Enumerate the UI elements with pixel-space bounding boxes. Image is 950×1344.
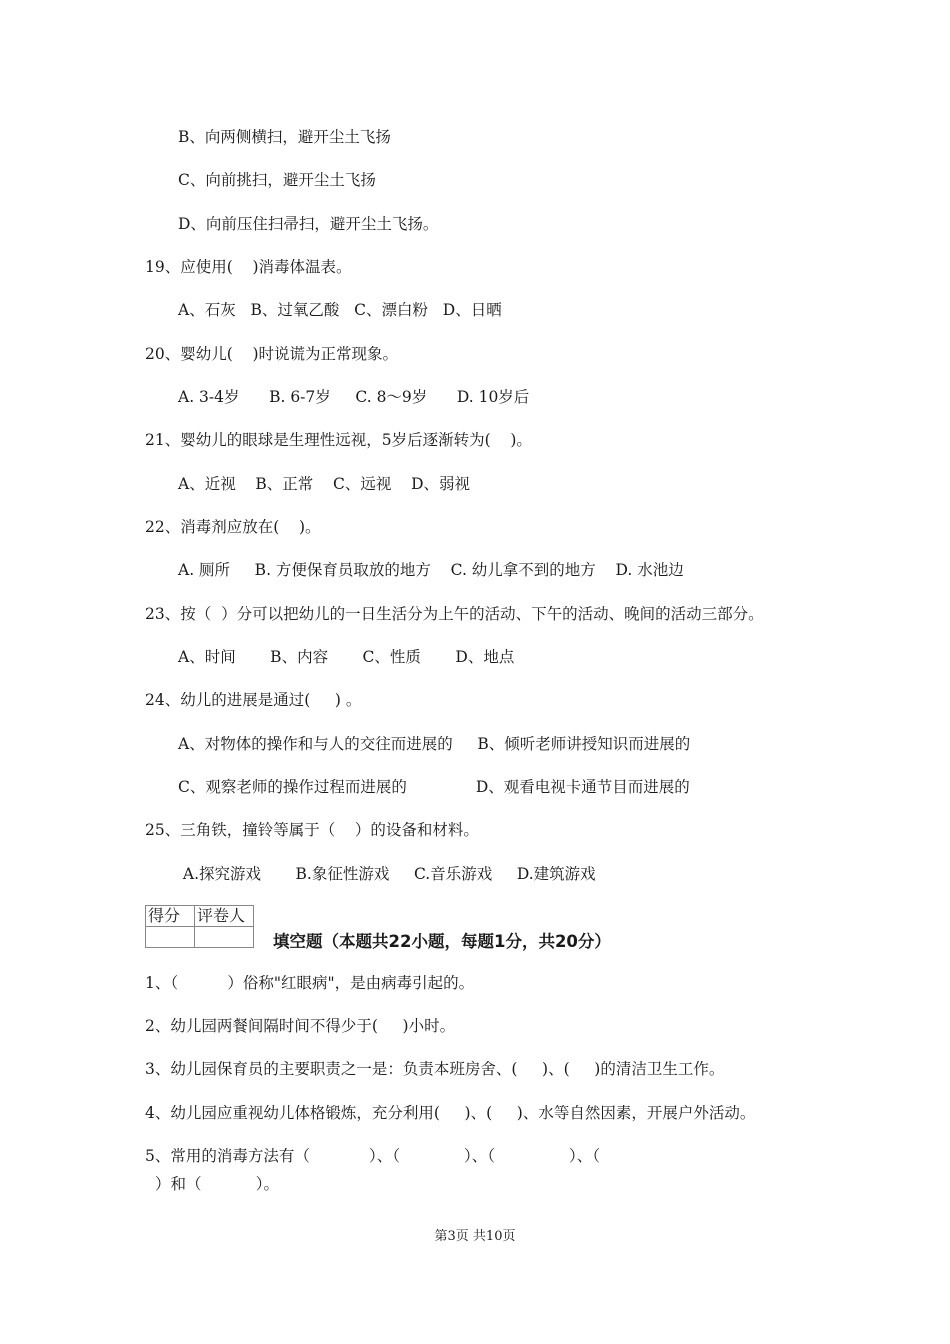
score-cell bbox=[146, 927, 195, 948]
score-header: 得分 bbox=[146, 906, 195, 927]
grader-cell bbox=[195, 927, 254, 948]
question-line: 25、三角铁，撞铃等属于（ ）的设备和材料。 bbox=[145, 821, 479, 839]
fill-question-line: 5、常用的消毒方法有（ ）、（ ）、（ ）、（ bbox=[145, 1147, 600, 1165]
option-line: A. 3-4岁 B. 6-7岁 C. 8～9岁 D. 10岁后 bbox=[178, 388, 530, 406]
question-line: 19、应使用( )消毒体温表。 bbox=[145, 258, 352, 276]
section-title: 填空题（本题共22小题，每题1分，共20分） bbox=[273, 932, 611, 951]
question-line: 24、幼儿的进展是通过( ) 。 bbox=[145, 691, 362, 709]
question-line: 22、消毒剂应放在( )。 bbox=[145, 518, 321, 536]
fill-question-line: 1、（ ）俗称"红眼病"，是由病毒引起的。 bbox=[145, 974, 475, 992]
option-line: A、时间 B、内容 C、性质 D、地点 bbox=[178, 648, 515, 666]
question-line: 23、按（ ）分可以把幼儿的一日生活分为上午的活动、下午的活动、晚间的活动三部分。 bbox=[145, 605, 764, 623]
option-line: C、观察老师的操作过程而进展的 D、观看电视卡通节目而进展的 bbox=[178, 778, 690, 796]
option-line: B、向两侧横扫，避开尘土飞扬 bbox=[178, 128, 391, 146]
fill-question-line: 4、幼儿园应重视幼儿体格锻炼，充分利用( )、( )、水等自然因素，开展户外活动。 bbox=[145, 1104, 756, 1122]
fill-question-line: 2、幼儿园两餐间隔时间不得少于( )小时。 bbox=[145, 1017, 456, 1035]
fill-question-line: 3、幼儿园保育员的主要职责之一是：负责本班房舍、( )、( )的清洁卫生工作。 bbox=[145, 1060, 725, 1078]
option-line: A.探究游戏 B.象征性游戏 C.音乐游戏 D.建筑游戏 bbox=[178, 865, 596, 883]
option-line: A、近视 B、正常 C、远视 D、弱视 bbox=[178, 475, 470, 493]
question-line: 20、婴幼儿( )时说谎为正常现象。 bbox=[145, 345, 399, 363]
page-footer: 第3页 共10页 bbox=[434, 1229, 516, 1244]
grader-header: 评卷人 bbox=[195, 906, 254, 927]
question-line: 21、婴幼儿的眼球是生理性远视，5岁后逐渐转为( )。 bbox=[145, 431, 532, 449]
option-line: C、向前挑扫，避开尘土飞扬 bbox=[178, 171, 376, 189]
fill-question-line: ）和（ ）。 bbox=[155, 1175, 279, 1193]
score-table bbox=[145, 905, 254, 948]
option-line: A、对物体的操作和与人的交往而进展的 B、倾听老师讲授知识而进展的 bbox=[178, 735, 691, 753]
option-line: A、石灰 B、过氧乙酸 C、漂白粉 D、日晒 bbox=[178, 301, 502, 319]
option-line: A. 厕所 B. 方便保育员取放的地方 C. 幼儿拿不到的地方 D. 水池边 bbox=[178, 561, 684, 579]
option-line: D、向前压住扫帚扫，避开尘土飞扬。 bbox=[178, 215, 439, 233]
